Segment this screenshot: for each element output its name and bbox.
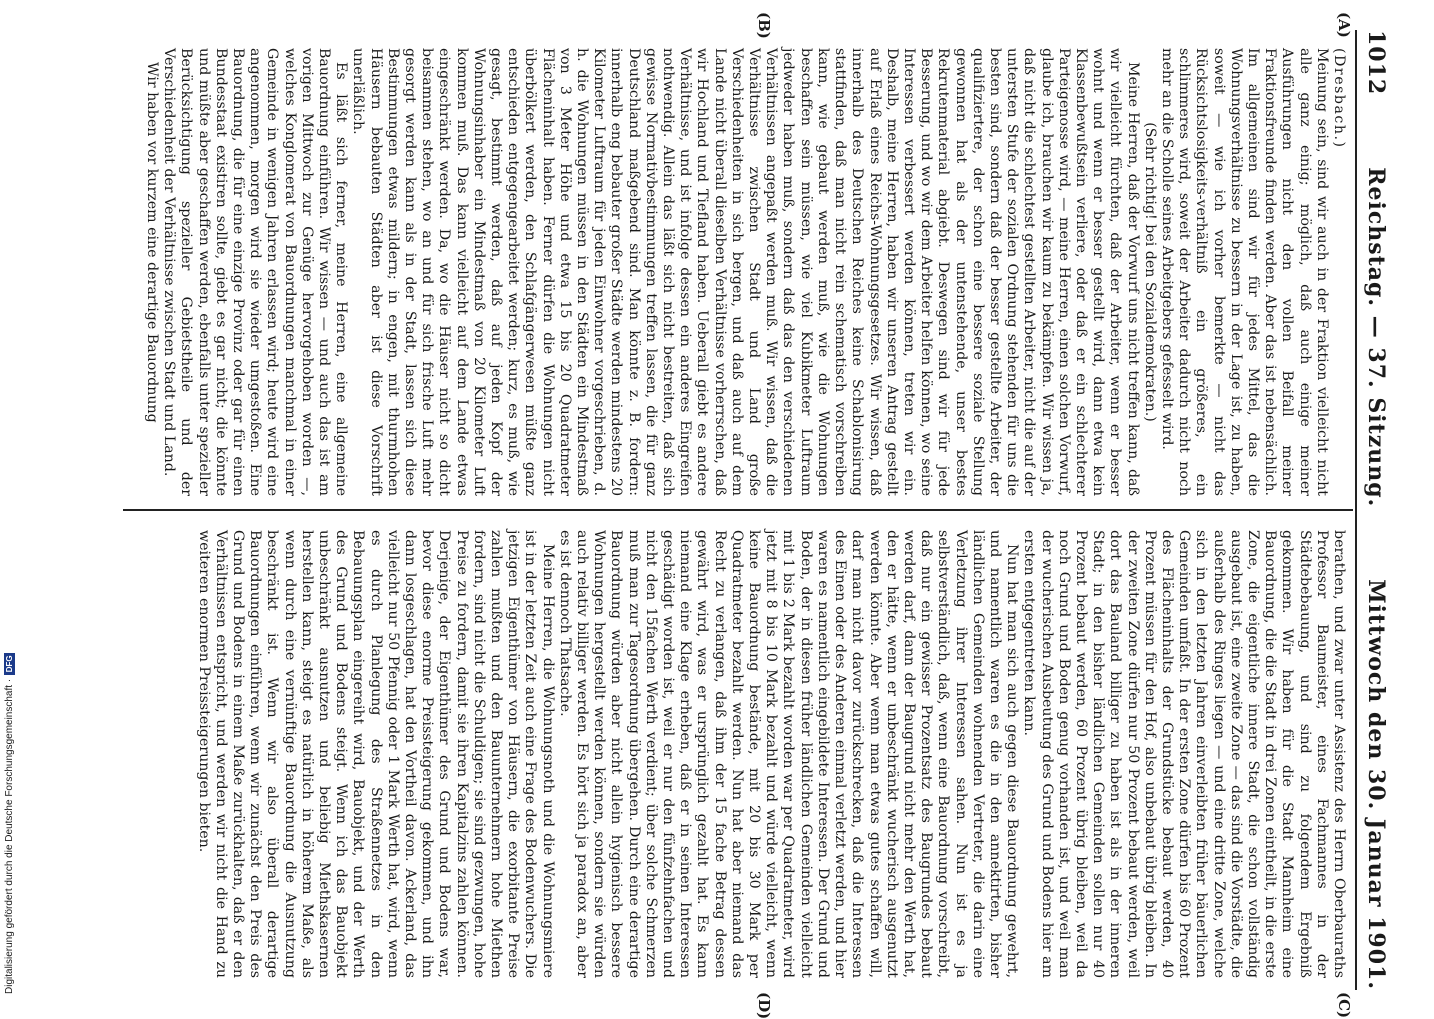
- session-date: Mittwoch den 30. Januar 1901.: [1363, 579, 1389, 990]
- page-header: [1359, 30, 1393, 990]
- paragraph: Nun hat man sich auch gegen diese Bauordnung gewehrt, und namentlich waren es die in den annektirten, bisher ländlichen Gemeinden wohnenden Vertreter, die darin eine Verletzung ihrer Interessen sahen. Nun ist es ja selbstverständlich, daß, wenn eine Bauordnung vorschreibt, daß nur ein gewisser Prozentsatz des Baugrundes bebaut werden darf, dann der Baugrund nicht mehr den Werth hat, den er hätte, wenn er unbeschränkt wucherisch ausgenutzt werden könnte. Aber wenn man etwas gutes schaffen will, darf man nicht davor zurückschrecken, daß die Interessen des Einen oder des Anderen einmal verletzt werden, und hier waren es namentlich eingebildete Interessen. Der Grund und Boden, der in diesen früher ländlichen Gemeinden vielleicht mit 1 bis 2 Mark bezahlt worden war per Quadratmeter, wird jetzt mit 8 bis 10 Mark bezahlt und würde vielleicht, wenn keine Bauordnung bestände, mit 20 bis 30 Mark per Quadratmeter bezahlt werden. Nun hat aber niemand das Recht zu verlangen, daß ihm der 15 fache Betrag dessen gewährt wird, was er ursprünglich gezahlt hat. Es kann niemand eine Klage erheben, daß er in seinen Interessen geschädigt worden ist, weil er nur den fünfzehnfachen und nicht den 15fachen Werth verdient; über solche Schmerzen muß man zur Tagesordnung übergehen. Durch eine derartige Bauordnung würden aber nicht allein hygienisch bessere Wohnungen hergestellt werden können, sondern sie würden auch relativ billiger werden. Es hört sich ja paradox an, aber es ist dennoch Thatsache.: [556, 530, 1021, 978]
- header-rule: [1355, 30, 1357, 990]
- speaker-label: (Dresbach.): [1331, 48, 1347, 149]
- paragraph: Wir haben vor kurzem eine derartige Bauordnung: [143, 62, 160, 423]
- interjection: (Sehr richtig! bei den Sozialdemokraten.): [1141, 122, 1158, 422]
- paragraph: Meinung sein, sind wir auch in der Fraktion vielleicht nicht alle ganz einig; möglich, daß auch einige meiner Ausführungen nicht den vollen Beifall meiner Fraktionsfreunde finden werden. Aber das ist nebensächlich. Im allgemeinen sind wir für jedes Mittel, das die Wohnungsverhältnisse zu bessern in der Lage ist, zu haben, soweit — wie ich vorher bemerkte — nicht das Rücksichtslosigkeits-verhältniß ein größeres, ein schlimmeres wird, soweit der Arbeiter dadurch nicht noch mehr an die Scholle seines Arbeitgebers gefesselt wird.: [1158, 48, 1330, 496]
- column-divider: [123, 509, 1353, 511]
- margin-letter-d: (D): [755, 992, 773, 1019]
- margin-letter-c: (C): [1335, 992, 1353, 1019]
- left-column: [123, 48, 1347, 496]
- paragraph: Meine Herren, die Wohnungsnoth und die Wohnungsmiere ist in der letzten Zeit auch eine Frage des Bodenwuchers. Die jetzigen Eigenthümer von Häusern, die exorbitante Preise zahlen mußten und den Bauunternehmern hohe Miethen fordern, sind nicht die Schuldigen; sie sind gezwungen, hohe Preise zu fordern, damit sie ihren Kapitalzins zahlen können. Derjenige, der Eigenthümer des Grund und Bodens war, bevor diese enorme Preissteigerung gekommen, und ihn dann losgeschlagen, hat den Vortheil davon. Ackerland, das vielleicht nur 50 Pfennig oder 1 Mark Werth hat, wird, wenn es durch Planlegung des Straßennetzes in den Bebauungsplan eingereiht wird, Bauobjekt, und der Werth des Grund und Bodens steigt. Wenn ich das Bauobjekt unbeschränkt ausnutzen und beliebig Miethskasernen herstellen kann, steigt es natürlich in höherem Maße, als wenn durch eine vernünftige Bauordnung die Ausnutzung beschränkt ist. Wenn wir also überall derartige Bauordnungen einführen, wenn wir zunächst den Preis des Grund und Bodens in einem Maße zurückhalten, daß er den Verhältnissen entspricht, und werden wir nicht die Hand zu weiteren enormen Preissteigerungen bieten.: [195, 530, 556, 978]
- margin-letter-a: (A): [1335, 12, 1353, 38]
- margin-letter-b: (B): [755, 12, 773, 39]
- credit-text: Digitalisierung gefördert durch die Deutsche Forschungsgemeinschaft ·: [4, 678, 15, 994]
- page-number: 1012: [1363, 30, 1389, 96]
- digitization-credit: [4, 653, 15, 994]
- paragraph: berathen, und zwar unter Assistenz des Herrn Oberbauraths Professor Baumeister, eines Fachmannes in der Städtebebauung, und sind zu folgendem Ergebniß gekommen. Wir haben für die Stadt Mannheim eine Bauordnung, die die Stadt in drei Zonen eintheilt, in die erste Zone, die eigentliche innere Stadt, die schon vollständig ausgebaut ist, eine zweite Zone — das sind die Vorstädte, die außerhalb des Ringes liegen — und eine dritte Zone, welche sich in den letzten Jahren einverleibten früher bäuerlichen Gemeinden umfaßt. In der ersten Zone dürfen bis 60 Prozent des Flächeninhalts der Grundstücke bebaut werden, 40 Prozent müssen für den Hof, also unbebaut übrig bleiben. In der zweiten Zone dürfen nur 50 Prozent bebaut werden, weil dort das Bauland billiger zu haben ist als in der inneren Stadt; in den bisher ländlichen Gemeinden sollen nur 40 Prozent bebaut werden, 60 Prozent übrig bleiben, weil da noch Grund und Boden genug vorhanden ist, und weil man der wucherischen Ausbeutung des Grund und Bodens hier am ersten entgegentreten kann.: [1021, 530, 1347, 978]
- session-title: Reichstag. — 37. Sitzung.: [1363, 167, 1389, 508]
- right-column: [123, 530, 1347, 978]
- paragraph: Es läßt sich ferner, meine Herren, eine allgemeine Bauordnung einführen. Wir wissen — und auch das ist am vorigen Mittwoch zur Genüge hervorgehoben worden —, welches Konglomerat von Bauordnungen manchmal in einer Gemeinde in wenigen Jahren erlassen wird; heute wird eine angenommen, morgen wird sie wieder umgestoßen. Eine Bauordnung, die für eine einzige Provinz oder gar für einen Bundesstaat existiren sollte, giebt es gar nicht; die könnte und müßte aber geschaffen werden, ebenfalls unter spezieller Berücksichtigung spezieller Gebietstheile und der Verschiedenheit der Verhältnisse zwischen Stadt und Land.: [161, 48, 350, 496]
- dfg-logo: DFG: [4, 653, 15, 675]
- paragraph: Meine Herren, daß der Vorwurf uns nicht treffen kann, daß wir vielleicht fürchten, daß der Arbeiter, wenn er besser wohnt und wenn er besser gestellt wird, dann etwa kein Klassenbewußtsein verliere, oder daß er ein schlechterer Parteigenosse wird, — meine Herren, einen solchen Vorwurf, glaube ich, brauchen wir kaum zu bekämpfen. Wir wissen ja, daß nicht die schlechtest gestellten Arbeiter, nicht die auf der untersten Stufe der sozialen Ordnung stehenden für uns die besten sind, sondern daß der besser gestellte Arbeiter, der qualifiziertere, der schon eine bessere soziale Stellung gewonnen hat als der untenstehende, unser bestes Rekrutenmaterial abgiebt. Deswegen sind wir für jede Besserung, und wo wir dem Arbeiter helfen können, wo seine Interessen verbessert werden können, treten wir ein. Deshalb, meine Herren, haben wir unseren Antrag gestellt auf Erlaß eines Reichs-Wohnungsgesetzes. Wir wissen, daß innerhalb des Deutschen Reiches keine Schablonisirung stattfinden, daß man nicht rein schematisch vorschreiben kann, wie gebaut werden muß, wie die Wohnungen beschaffen sein müssen, wie viel Kubikmeter Luftraum jedweder haben muß, sondern daß das den verschiedenen Verhältnissen angepaßt werden muß. Wir wissen, daß die Verhältnisse zwischen Stadt und Land große Verschiedenheiten in sich bergen, und daß auch auf dem Lande nicht überall dieselben Verhältnisse vorherrschen, daß wir Hochland und Tiefland haben. Ueberall giebt es andere Verhältnisse, und ist infolge dessen ein anderes Eingreifen nothwendig. Allein das läßt sich nicht bestreiten, daß sich gewisse Normativbestimmungen treffen lassen, die für ganz Deutschland maßgebend sind. Man könnte z. B. fordern: innerhalb eng bebauter großer Städte werden mindestens 20 Kilometer Luftraum für jeden Einwohner vorgeschrieben, d. h. die Wohnungen müssen in den Städten ein Mindestmaß von 3 Meter Höhe und etwa 15 bis 20 Quadratmeter Flächeninhalt haben. Ferner dürfen die Wohnungen nicht überbölkert werden, den Schlafgängerwesen müßte ganz entschieden entgegengearbeitet werden; kurz, es muß, wie gesagt, bestimmt werden, daß auf jeden Kopf der Wohnungsinhaber ein Mindestmaß von 20 Kilometer Luft kommen muß. Das kann vielleicht auf dem Lande etwas eingeschränkt werden. Da, wo die Häuser nicht so dicht beisammen stehen, wo an und für sich frische Luft mehr gesorgt werden kann als in der Stadt, lassen sich diese Bestimmungen etwas mildern; in engen, mit thurmhohen Häusern bebauten Städten aber ist diese Vorschrift unerläßlich.: [350, 48, 1141, 496]
- document-page: [93, 12, 1393, 1019]
